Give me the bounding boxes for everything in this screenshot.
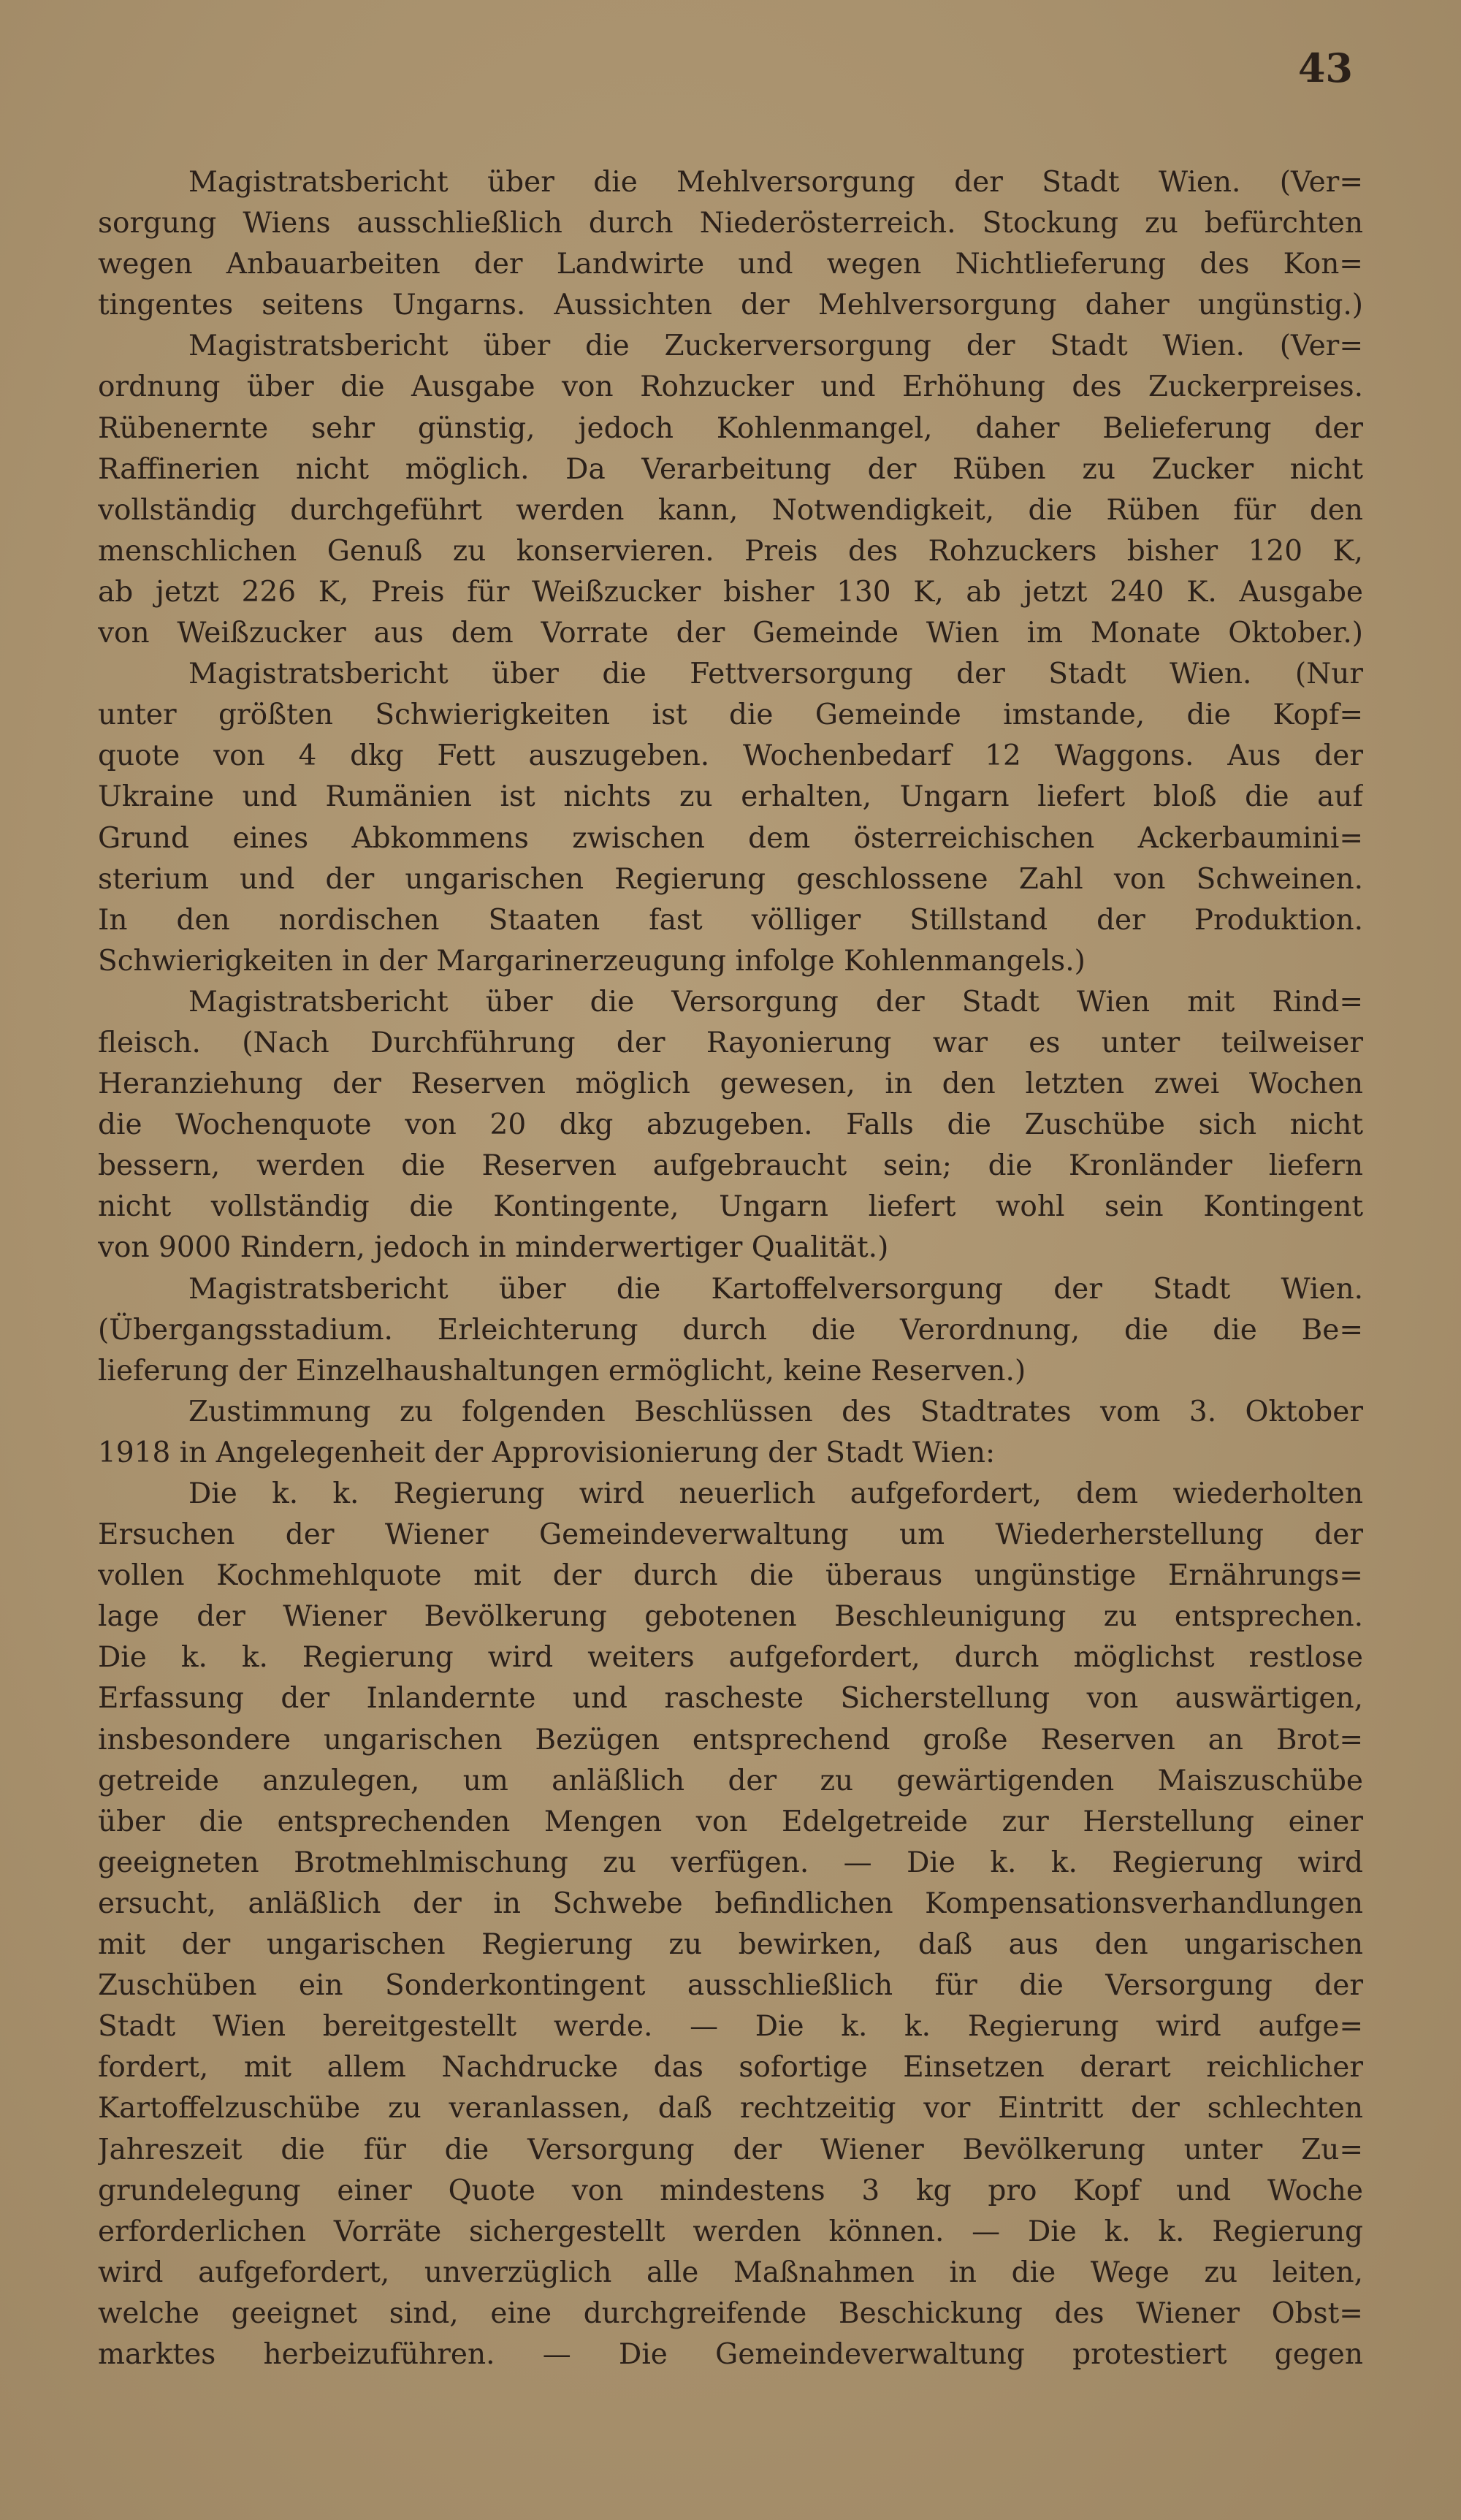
text-line: In den nordischen Staaten fast völliger Stillstand der Produktion. (98, 903, 1363, 937)
text-line: Ukraine und Rumänien ist nichts zu erhalten, Ungarn liefert bloß die auf (98, 780, 1363, 814)
text-line: Die k. k. Regierung wird neuerlich aufgefordert, dem wiederholten (188, 1477, 1363, 1510)
text-line: Die k. k. Regierung wird weiters aufgefordert, durch möglichst restlose (98, 1641, 1363, 1675)
paragraph-mehl (98, 162, 1363, 326)
text-line: tingentes seitens Ungarns. Aussichten der Mehlversorgung daher ungünstig.) (98, 289, 1363, 322)
text-line: Heranziehung der Reserven möglich gewesen, in den letzten zwei Wochen (98, 1067, 1363, 1101)
page-number: 43 (1297, 45, 1353, 91)
text-line: sorgung Wiens ausschließlich durch Niederösterreich. Stockung zu befürchten (98, 207, 1363, 240)
paragraph-fett (98, 654, 1363, 982)
text-line: getreide anzulegen, um anläßlich der zu gewärtigenden Maiszuschübe (98, 1764, 1363, 1797)
text-line: sterium und der ungarischen Regierung geschlossene Zahl von Schweinen. (98, 862, 1363, 896)
text-line: mit der ungarischen Regierung zu bewirken, daß aus den ungarischen (98, 1928, 1363, 1962)
paragraph-zustimmung (98, 1392, 1363, 1474)
text-line: nicht vollständig die Kontingente, Ungarn liefert wohl sein Kontingent (98, 1190, 1363, 1224)
text-line: Magistratsbericht über die Fettversorgung der Stadt Wien. (Nur (188, 658, 1363, 691)
text-line: vollen Kochmehlquote mit der durch die überaus ungünstige Ernährungs= (98, 1559, 1363, 1593)
text-line: von Weißzucker aus dem Vorrate der Gemeinde Wien im Monate Oktober.) (98, 617, 1363, 650)
body-text (98, 162, 1363, 2375)
text-line: von 9000 Rindern, jedoch in minderwertiger Qualität.) (98, 1231, 889, 1265)
text-line: Grund eines Abkommens zwischen dem österreichischen Ackerbaumini= (98, 821, 1363, 855)
text-line: Magistratsbericht über die Kartoffelversorgung der Stadt Wien. (188, 1272, 1363, 1306)
text-line: über die entsprechenden Mengen von Edelgetreide zur Herstellung einer (98, 1805, 1363, 1838)
paragraph-rind (98, 982, 1363, 1269)
text-line: lieferung der Einzelhaushaltungen ermöglicht, keine Reserven.) (98, 1354, 1026, 1387)
text-line: Ersuchen der Wiener Gemeindeverwaltung um Wiederherstellung der (98, 1518, 1363, 1552)
text-line: vollständig durchgeführt werden kann, Notwendigkeit, die Rüben für den (98, 493, 1363, 527)
text-line: Kartoffelzuschübe zu veranlassen, daß rechtzeitig vor Eintritt der schlechten (98, 2092, 1363, 2125)
text-line: Schwierigkeiten in der Margarinerzeugung infolge Kohlenmangels.) (98, 944, 1086, 978)
text-line: ordnung über die Ausgabe von Rohzucker und Erhöhung des Zuckerpreises. (98, 370, 1363, 404)
text-line: welche geeignet sind, eine durchgreifende Beschickung des Wiener Obst= (98, 2296, 1363, 2330)
text-line: geeigneten Brotmehlmischung zu verfügen. — Die k. k. Regierung wird (98, 1846, 1363, 1879)
text-line: Magistratsbericht über die Versorgung der Stadt Wien mit Rind= (188, 985, 1363, 1019)
text-line: Zustimmung zu folgenden Beschlüssen des Stadtrates vom 3. Oktober (188, 1395, 1363, 1428)
text-line: fleisch. (Nach Durchführung der Rayonierung war es unter teilweiser (98, 1026, 1363, 1059)
text-line: wird aufgefordert, unverzüglich alle Maßnahmen in die Wege zu leiten, (98, 2256, 1363, 2289)
text-line: lage der Wiener Bevölkerung gebotenen Beschleunigung zu entsprechen. (98, 1600, 1363, 1634)
text-line: insbesondere ungarischen Bezügen entsprechend große Reserven an Brot= (98, 1723, 1363, 1756)
text-line: ab jetzt 226 K, Preis für Weißzucker bisher 130 K, ab jetzt 240 K. Ausgabe (98, 575, 1363, 609)
text-line: grundelegung einer Quote von mindestens 3 kg pro Kopf und Woche (98, 2174, 1363, 2207)
text-line: menschlichen Genuß zu konservieren. Preis des Rohzuckers bisher 120 K, (98, 534, 1363, 568)
paragraph-regierung (98, 1474, 1363, 2375)
text-line: Magistratsbericht über die Zuckerversorgung der Stadt Wien. (Ver= (188, 330, 1363, 363)
text-line: bessern, werden die Reserven aufgebraucht sein; die Kronländer liefern (98, 1149, 1363, 1183)
text-line: Rübenernte sehr günstig, jedoch Kohlenmangel, daher Belieferung der (98, 411, 1363, 445)
text-line: Jahreszeit die für die Versorgung der Wiener Bevölkerung unter Zu= (98, 2133, 1363, 2166)
text-line: (Übergangsstadium. Erleichterung durch die Verordnung, die die Be= (98, 1313, 1363, 1347)
text-line: marktes herbeizuführen. — Die Gemeindeverwaltung protestiert gegen (98, 2337, 1363, 2371)
paragraph-kartoffel (98, 1269, 1363, 1392)
text-line: wegen Anbauarbeiten der Landwirte und wegen Nichtlieferung des Kon= (98, 248, 1363, 281)
text-line: unter größten Schwierigkeiten ist die Gemeinde imstande, die Kopf= (98, 698, 1363, 732)
text-line: quote von 4 dkg Fett auszugeben. Wochenbedarf 12 Waggons. Aus der (98, 739, 1363, 773)
text-line: Raffinerien nicht möglich. Da Verarbeitung der Rüben zu Zucker nicht (98, 452, 1363, 486)
text-line: Stadt Wien bereitgestellt werde. — Die k. k. Regierung wird aufge= (98, 2010, 1363, 2044)
paragraph-zucker (98, 326, 1363, 654)
text-line: ersucht, anläßlich der in Schwebe befindlichen Kompensationsverhandlungen (98, 1887, 1363, 1920)
text-line: die Wochenquote von 20 dkg abzugeben. Falls die Zuschübe sich nicht (98, 1108, 1363, 1142)
text-line: Zuschüben ein Sonderkontingent ausschließlich für die Versorgung der (98, 1969, 1363, 2003)
text-line: erforderlichen Vorräte sichergestellt werden können. — Die k. k. Regierung (98, 2215, 1363, 2248)
text-line: 1918 in Angelegenheit der Approvisionierung der Stadt Wien: (98, 1436, 996, 1469)
text-line: Magistratsbericht über die Mehlversorgung der Stadt Wien. (Ver= (188, 166, 1363, 199)
text-line: Erfassung der Inlandernte und rascheste Sicherstellung von auswärtigen, (98, 1682, 1363, 1716)
text-line: fordert, mit allem Nachdrucke das sofortige Einsetzen derart reichlicher (98, 2051, 1363, 2085)
